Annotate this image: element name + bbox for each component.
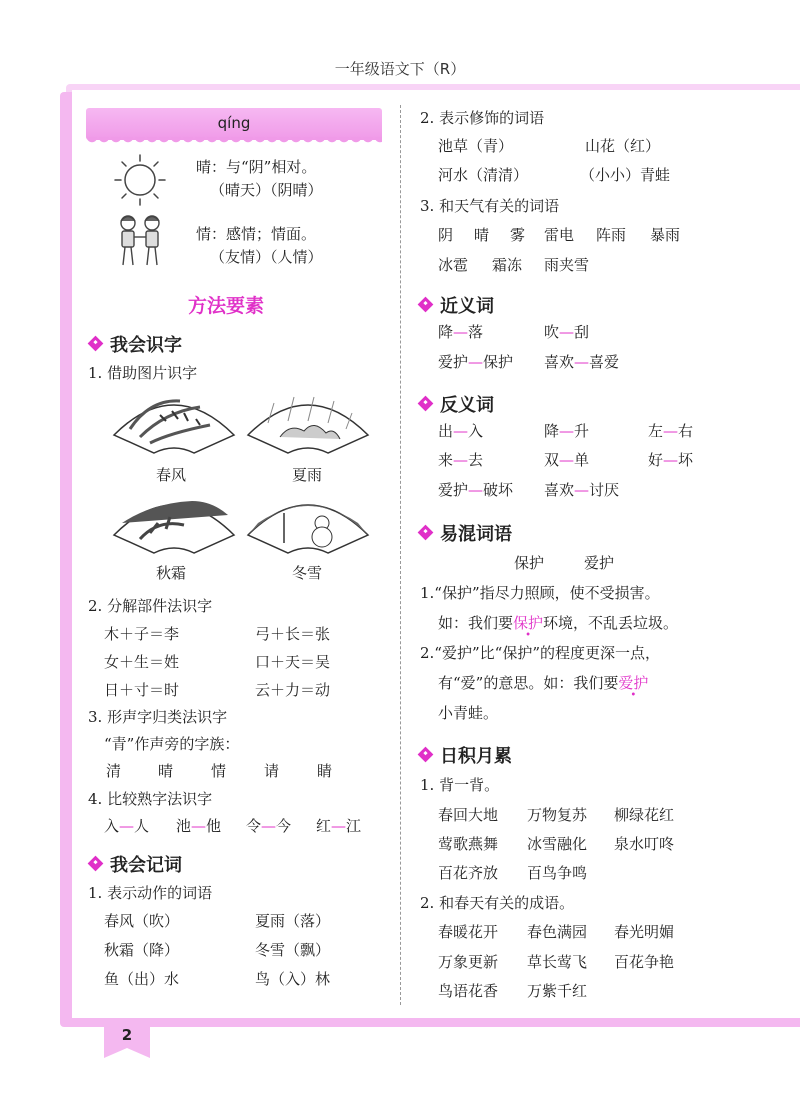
decomp-text: 女＋生＝姓	[104, 653, 180, 671]
confusing-p2-line3: 小青蛙。	[438, 704, 499, 722]
entry-2-line2: （友情）（人情）	[210, 248, 323, 266]
synonym-pair: 降—落	[438, 323, 484, 341]
word-entry: 鸟（入）林	[255, 970, 331, 988]
confusing-p1-line1: 1.“保护”指尽力照顾，使不受损害。	[420, 584, 660, 602]
confusing-p2-line1: 2.“爱护”比“保护”的程度更深一点，	[420, 644, 660, 662]
decomp-text: 云＋力＝动	[255, 681, 331, 699]
weather-word: 暴雨	[650, 226, 681, 244]
modifier-word: （小小）青蛙	[580, 166, 671, 184]
diamond-icon	[88, 336, 104, 352]
word-entry: 春风（吹）	[104, 912, 180, 930]
phrase: 百花争艳	[614, 953, 675, 971]
section-heading-riji: 日积月累	[420, 742, 512, 768]
pinyin-text: qíng	[217, 114, 251, 132]
phrase: 春回大地	[438, 806, 499, 824]
decomp-text: 日＋寸＝时	[104, 681, 180, 699]
word-entry: 秋霜（降）	[104, 941, 180, 959]
section-heading-synonyms: 近义词	[420, 292, 494, 318]
fan-winter-snow-image	[244, 493, 372, 557]
phrase: 柳绿花红	[614, 806, 675, 824]
phrase: 冰雪融化	[527, 835, 588, 853]
fan-label-autumn: 秋霜	[156, 564, 187, 582]
confusing-p2-line2: 有“爱”的意思。如：我们要爱护	[438, 674, 649, 692]
weather-word: 霜冻	[492, 256, 523, 274]
weather-word: 阴	[438, 226, 454, 244]
qing-family-char: 睛	[317, 762, 333, 780]
modifier-word: 山花（红）	[585, 137, 661, 155]
weather-word: 雷电	[544, 226, 575, 244]
antonym-pair: 爱护—破坏	[438, 481, 514, 499]
compare-pair: 令—今	[246, 817, 292, 835]
confusing-word: 爱护	[584, 554, 615, 572]
confusing-p1-line2: 如：我们要保护环境，不乱丢垃圾。	[438, 614, 679, 632]
item-3-sub: “青”作声旁的字族：	[104, 735, 240, 753]
weather-word: 晴	[474, 226, 490, 244]
friends-handshake-icon	[108, 213, 172, 269]
qing-family-char: 情	[211, 762, 227, 780]
section-heading-wohuishizi: 我会识字	[90, 331, 182, 357]
phrase: 百鸟争鸣	[527, 864, 588, 882]
antonym-pair: 喜欢—讨厌	[544, 481, 620, 499]
qing-family-char: 晴	[158, 762, 174, 780]
antonym-pair: 好—坏	[648, 451, 694, 469]
decomp-text: 木＋子＝李	[104, 625, 180, 643]
word-entry: 冬雪（飘）	[255, 941, 331, 959]
weather-word: 阵雨	[596, 226, 627, 244]
weather-word: 雾	[510, 226, 526, 244]
decomp-text: 弓＋长＝张	[255, 625, 331, 643]
riji-item-2: 2. 和春天有关的成语。	[420, 894, 575, 912]
item-2-modifiers: 2. 表示修饰的词语	[420, 109, 545, 127]
diamond-icon	[418, 396, 434, 412]
diamond-icon	[418, 297, 434, 313]
entry-2-line1: 情：感情；情面。	[196, 225, 317, 243]
decomp-text: 口＋天＝吴	[255, 653, 331, 671]
fan-label-winter: 冬雪	[292, 564, 323, 582]
riji-item-1: 1. 背一背。	[420, 776, 500, 794]
phrase: 春色满园	[527, 923, 588, 941]
sun-icon	[112, 152, 168, 208]
modifier-word: 池草（青）	[438, 137, 514, 155]
weather-word: 冰雹	[438, 256, 469, 274]
antonym-pair: 来—去	[438, 451, 484, 469]
fan-label-spring: 春风	[156, 466, 187, 484]
item-2: 2. 分解部件法识字	[88, 597, 213, 615]
fan-summer-rain-image	[244, 393, 372, 457]
antonym-pair: 双—单	[544, 451, 590, 469]
synonym-pair: 喜欢—喜爱	[544, 353, 620, 371]
synonym-pair: 爱护—保护	[438, 353, 514, 371]
phrase: 鸟语花香	[438, 982, 499, 1000]
phrase: 莺歌燕舞	[438, 835, 499, 853]
confusing-word: 保护	[514, 554, 545, 572]
page-number: 2	[121, 1026, 133, 1044]
compare-pair: 入—人	[104, 817, 150, 835]
diamond-icon	[418, 525, 434, 541]
fan-spring-wind-image	[110, 393, 238, 457]
diamond-icon	[418, 747, 434, 763]
compare-pair: 红—江	[316, 817, 362, 835]
antonym-pair: 出—入	[438, 422, 484, 440]
item-1-action: 1. 表示动作的词语	[88, 884, 213, 902]
page-header: 一年级语文下（R）	[334, 60, 466, 78]
phrase: 草长莺飞	[527, 953, 588, 971]
weather-word: 雨夹雪	[544, 256, 590, 274]
qing-family-char: 请	[264, 762, 280, 780]
antonym-pair: 左—右	[648, 422, 694, 440]
item-3-weather: 3. 和天气有关的词语	[420, 197, 560, 215]
phrase: 春光明媚	[614, 923, 675, 941]
section-heading-confusing: 易混词语	[420, 520, 512, 546]
section-heading-wohuijici: 我会记词	[90, 851, 182, 877]
phrase: 万紫千红	[527, 982, 588, 1000]
pinyin-bar	[86, 108, 382, 140]
word-entry: 夏雨（落）	[255, 912, 331, 930]
phrase: 泉水叮咚	[614, 835, 675, 853]
word-entry: 鱼（出）水	[104, 970, 180, 988]
diamond-icon	[88, 856, 104, 872]
phrase: 春暖花开	[438, 923, 499, 941]
synonym-pair: 吹—刮	[544, 323, 590, 341]
item-4: 4. 比较熟字法识字	[88, 790, 213, 808]
section-heading-antonyms: 反义词	[420, 391, 494, 417]
modifier-word: 河水（清清）	[438, 166, 529, 184]
section-title: 方法要素	[188, 295, 265, 317]
qing-family-char: 清	[106, 762, 122, 780]
antonym-pair: 降—升	[544, 422, 590, 440]
compare-pair: 池—他	[176, 817, 222, 835]
fan-autumn-frost-image	[110, 493, 238, 557]
item-3: 3. 形声字归类法识字	[88, 708, 228, 726]
phrase: 百花齐放	[438, 864, 499, 882]
entry-1-line1: 晴：与“阴”相对。	[196, 158, 317, 176]
entry-1-line2: （晴天）（阴晴）	[210, 181, 323, 199]
fan-label-summer: 夏雨	[292, 466, 323, 484]
item-1: 1. 借助图片识字	[88, 364, 198, 382]
column-divider	[400, 105, 401, 1005]
phrase: 万象更新	[438, 953, 499, 971]
phrase: 万物复苏	[527, 806, 588, 824]
